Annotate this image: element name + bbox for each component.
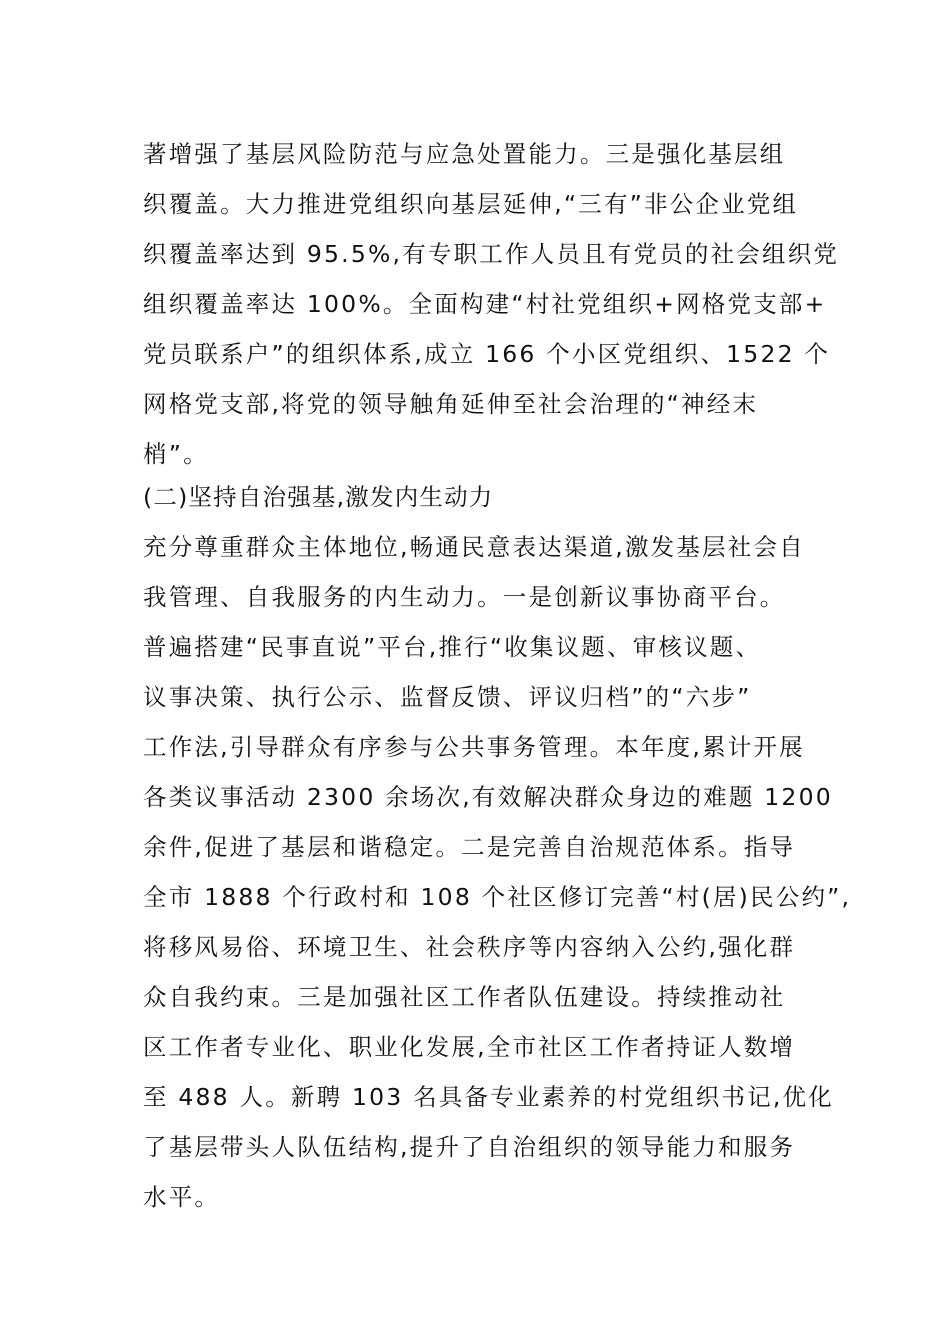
paragraph-2-line: 余件,促进了基层和谐稳定。二是完善自治规范体系。指导	[143, 833, 796, 861]
paragraph-1-line: 梢”。	[143, 440, 209, 468]
paragraph-2-line: 了基层带头人队伍结构,提升了自治组织的领导能力和服务	[143, 1133, 796, 1161]
paragraph-1-line: 党员联系户”的组织体系,成立 166 个小区党组织、1522 个	[143, 340, 831, 368]
paragraph-1-line: 组织覆盖率达 100%。全面构建“村社党组织+网格党支部+	[143, 290, 827, 318]
paragraph-1-line: 网格党支部,将党的领导触角延伸至社会治理的“神经末	[143, 390, 759, 418]
paragraph-2-line: 全市 1888 个行政村和 108 个社区修订完善“村(居)民公约”,	[143, 883, 852, 911]
paragraph-2-line: 议事决策、执行公示、监督反馈、评议归档”的“六步”	[143, 683, 752, 711]
paragraph-2-line: 各类议事活动 2300 余场次,有效解决群众身边的难题 1200	[143, 783, 833, 811]
paragraph-1-line: 织覆盖率达到 95.5%,有专职工作人员且有党员的社会组织党	[143, 240, 840, 268]
paragraph-2-line: 将移风易俗、环境卫生、社会秩序等内容纳入公约,强化群	[143, 933, 796, 961]
paragraph-2-line: 至 488 人。新聘 103 名具备专业素养的村党组织书记,优化	[143, 1083, 834, 1111]
paragraph-2-line: 区工作者专业化、职业化发展,全市社区工作者持证人数增	[143, 1033, 796, 1061]
paragraph-1-line: 织覆盖。大力推进党组织向基层延伸,“三有”非公企业党组	[143, 190, 799, 218]
paragraph-2-line: 众自我约束。三是加强社区工作者队伍建设。持续推动社	[143, 983, 786, 1011]
section-heading: (二)坚持自治强基,激发内生动力	[143, 483, 494, 511]
paragraph-2-line: 充分尊重群众主体地位,畅通民意表达渠道,激发基层社会自	[143, 533, 805, 561]
paragraph-2-line: 普遍搭建“民事直说”平台,推行“收集议题、审核议题、	[143, 633, 762, 661]
paragraph-1-line: 著增强了基层风险防范与应急处置能力。三是强化基层组	[143, 140, 786, 168]
paragraph-2-line: 工作法,引导群众有序参与公共事务管理。本年度,累计开展	[143, 733, 805, 761]
paragraph-2-line: 我管理、自我服务的内生动力。一是创新议事协商平台。	[143, 583, 786, 611]
paragraph-2-line: 水平。	[143, 1183, 221, 1211]
